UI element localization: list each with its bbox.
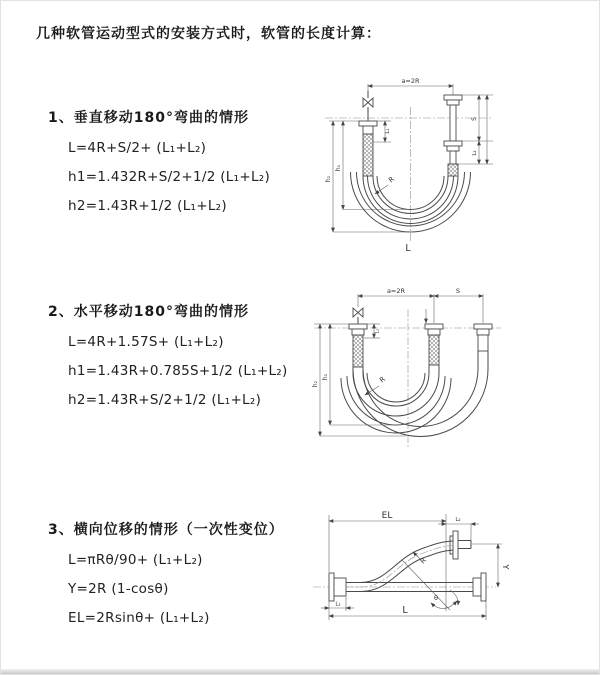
drawing-u-bend-horizontal <box>306 281 596 476</box>
formula-line: h2=1.43R+1/2 (L₁+L₂) <box>68 198 227 214</box>
angle-swing-arc <box>431 601 457 609</box>
dim-label-s: S <box>471 117 478 121</box>
radius-leader <box>413 552 420 559</box>
formula-line: h1=1.43R+0.785S+1/2 (L₁+L₂) <box>68 363 288 379</box>
diagram-vertical-180-bend <box>311 71 591 269</box>
formula-line: L=4R+1.57S+ (L₁+L₂) <box>68 334 224 350</box>
middle-flange-and-hose <box>425 324 443 373</box>
dim-label-h2: h₂ <box>312 380 319 388</box>
s-curve-hose <box>346 541 453 592</box>
left-flange-and-hose <box>359 121 377 176</box>
dim-label-l1: L₁ <box>374 328 381 334</box>
section-heading: 3、横向位移的情形（一次性变位） <box>48 522 284 538</box>
angle-label: θ <box>434 594 438 602</box>
left-flange-and-hose <box>349 324 367 373</box>
radius-label: R <box>378 375 388 385</box>
diagonal-construction-line <box>402 560 450 610</box>
right-flange-and-pipe <box>474 324 492 369</box>
dim-label-l1: L₁ <box>385 128 391 134</box>
formula-line: Y=2R (1-cosθ) <box>68 581 169 597</box>
formula-line: h2=1.43R+S/2+1/2 (L₁+L₂) <box>68 392 262 408</box>
dim-label-l2: L₂ <box>455 517 461 523</box>
left-flange <box>329 573 346 601</box>
drawing-u-bend-vertical <box>311 71 591 269</box>
dim-label-a2r: a=2R <box>386 287 406 295</box>
diagram-lateral-displacement <box>301 501 600 651</box>
dim-label-h1: h₁ <box>322 373 329 381</box>
angle-swing-arc-2 <box>450 590 458 605</box>
formula-line: L=4R+S/2+ (L₁+L₂) <box>68 140 207 156</box>
section-lateral-displacement <box>48 519 284 633</box>
formula-line: EL=2Rsinθ+ (L₁+L₂) <box>68 610 210 626</box>
dim-label-h2: h₂ <box>325 175 332 183</box>
radius-label: R <box>387 175 397 185</box>
u-bend-arcs <box>341 369 488 437</box>
page-edge-shadow <box>1 669 599 674</box>
dim-label-y: Y <box>501 564 510 570</box>
section-horizontal-movement <box>48 301 288 415</box>
diagram-horizontal-180-bend <box>306 281 596 476</box>
dim-label-l2: L₂ <box>472 150 478 156</box>
upper-flange <box>450 531 471 559</box>
valve-icon <box>353 308 363 324</box>
valve-icon <box>363 91 373 121</box>
dim-label-a2r: a=2R <box>401 77 420 85</box>
length-label: L <box>405 243 411 254</box>
dim-label-el: EL <box>381 511 393 521</box>
formula-line: L=πRθ/90+ (L₁+L₂) <box>68 552 203 568</box>
dim-label-h1: h₁ <box>335 164 342 172</box>
page-title: 几种软管运动型式的安装方式时，软管的长度计算： <box>36 26 381 42</box>
dim-label-s: S <box>455 287 461 295</box>
section-heading: 2、水平移动180°弯曲的情形 <box>48 304 249 320</box>
section-vertical-movement <box>48 107 270 221</box>
right-flange <box>473 573 486 601</box>
dim-label-l: L <box>402 605 408 616</box>
formula-line: h1=1.432R+S/2+1/2 (L₁+L₂) <box>68 169 271 185</box>
dim-label-l1: L₁ <box>335 601 341 608</box>
radius-label: R <box>418 556 428 566</box>
section-heading: 1、垂直移动180°弯曲的情形 <box>48 110 249 126</box>
drawing-s-curve <box>301 501 600 651</box>
